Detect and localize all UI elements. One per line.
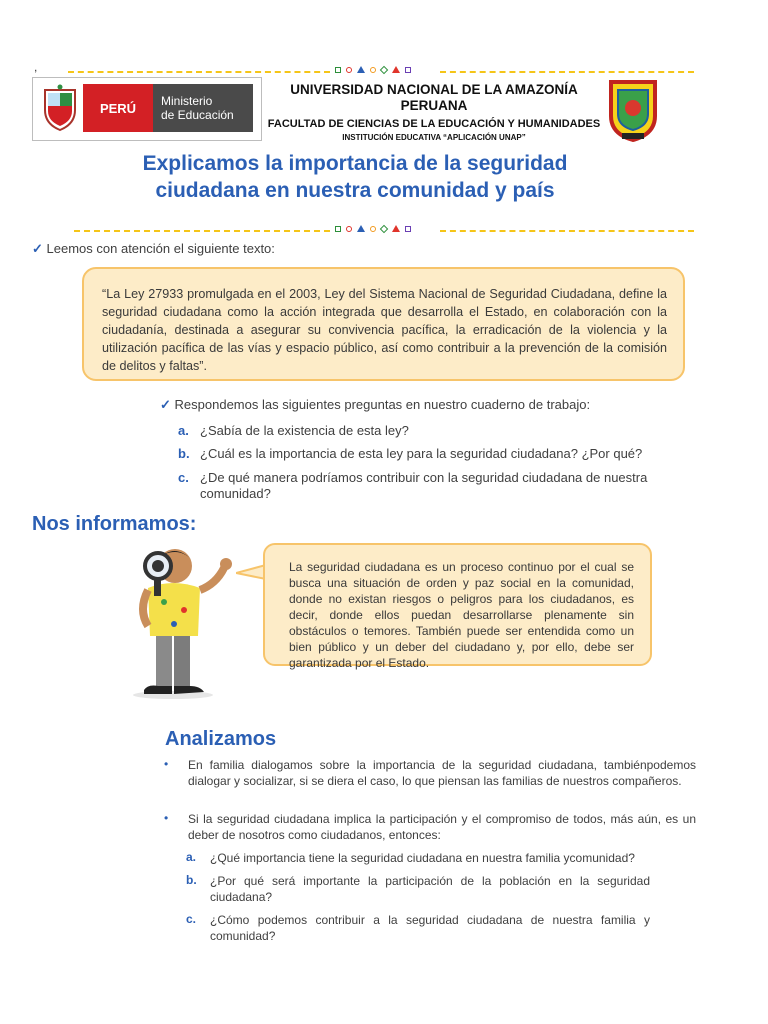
faculty-name: FACULTAD DE CIENCIAS DE LA EDUCACIÓN Y HUMANIDADES [267,118,601,130]
school-crest-icon [608,78,658,142]
peru-label: PERÚ [83,84,153,132]
title-divider-right [440,230,694,232]
section-heading-analizamos: Analizamos [165,728,277,750]
question-label: a. [178,423,189,438]
questions-instruction-text: Respondemos las siguientes preguntas en nuestro cuaderno de trabajo: [174,397,591,412]
university-name: UNIVERSIDAD NACIONAL DE LA AMAZONÍA PERUANA [290,82,578,113]
analysis-item-text: ¿Qué importancia tiene la seguridad ciudadana en nuestra familia ycomunidad? [210,851,635,865]
boy-with-magnifier-illustration [118,540,236,702]
reading-instruction [32,241,275,257]
ministry-name [153,84,253,132]
title-line-2: ciudadana en nuestra comunidad y país [155,179,555,202]
ministry-logo [32,77,262,141]
analysis-item-text: ¿Cómo podemos contribuir a la seguridad ciudadana de nuestra familia y comunidad? [210,913,650,943]
question-text: ¿Sabía de la existencia de esta ley? [200,423,409,438]
question-item [178,423,409,439]
bullet-icon: • [164,811,169,825]
definition-bubble: La seguridad ciudadana es un proceso continuo por el cual se busca una situación de orden y paz social en la comunidad, donde no existan riesgos o peligros para los ciudadanos, es decir, donde ellos puedan desarrollarse plenamente sin obstáculos o temores. También puede ser entendida como un bien público y un deber del ciudadano y, por ello, debe ser garantizada por el Estado. [263,543,652,666]
title-line-1: Explicamos la importancia de la seguridad [142,152,568,175]
stray-mark: , [34,60,38,74]
analysis-item-text: ¿Por qué será importante la participación de la población en la seguridad ciudadana? [210,874,650,904]
question-label: b. [178,446,190,461]
analysis-item-label: b. [186,873,197,887]
question-text: ¿De qué manera podríamos contribuir con la seguridad ciudadana de nuestra comunidad? [200,470,648,501]
question-item [178,470,698,502]
bullet-icon: • [164,757,169,771]
page-title [70,150,640,204]
university-header [262,82,606,144]
top-divider-right [440,71,694,73]
speech-bubble-tail [236,563,266,583]
question-item [178,446,642,462]
title-divider-shapes [335,225,411,232]
check-icon: ✓ [32,241,43,256]
analysis-item-label: a. [186,850,197,864]
question-label: c. [178,470,189,485]
title-divider-left [74,230,330,232]
peru-coat-of-arms-icon [41,84,79,132]
law-quote-box: “La Ley 27933 promulgada en el 2003, Ley del Sistema Nacional de Seguridad Ciudadana, define la seguridad ciudadana como la acción integrada que desarrolla el Estado, en colaboración con la ciudadanía, destinada a asegurar su convivencia pacífica, la erradicación de la violencia y la utilización pacífica de las vías y espacio público, así como contribuir a la prevención de la comisión de delitos y faltas”. [82,267,685,381]
reading-instruction-text: Leemos con atención el siguiente texto: [46,241,275,256]
analysis-paragraph-2: Si la seguridad ciudadana implica la participación y el compromiso de todos, más aún, es un deber de nosotros como ciudadanos, entonces: [188,812,696,842]
check-icon: ✓ [160,397,171,412]
ministry-line-2: de Educación [161,108,234,122]
analysis-item-label: c. [186,912,197,926]
top-divider-left [68,71,330,73]
analysis-paragraph-1: En familia dialogamos sobre la importancia de la seguridad ciudadana, tambiénpodemos dialogar y socializar, si se diera el caso, lo que piensan las familias de nuestros compañeros. [188,758,696,788]
questions-instruction [160,397,590,413]
top-divider-shapes [335,66,411,73]
question-text: ¿Cuál es la importancia de esta ley para la seguridad ciudadana? ¿Por qué? [200,446,643,461]
section-heading-informamos: Nos informamos: [32,513,197,535]
institution-name: INSTITUCIÓN EDUCATIVA “APLICACIÓN UNAP” [342,133,526,142]
ministry-line-1: Ministerio [161,94,213,108]
